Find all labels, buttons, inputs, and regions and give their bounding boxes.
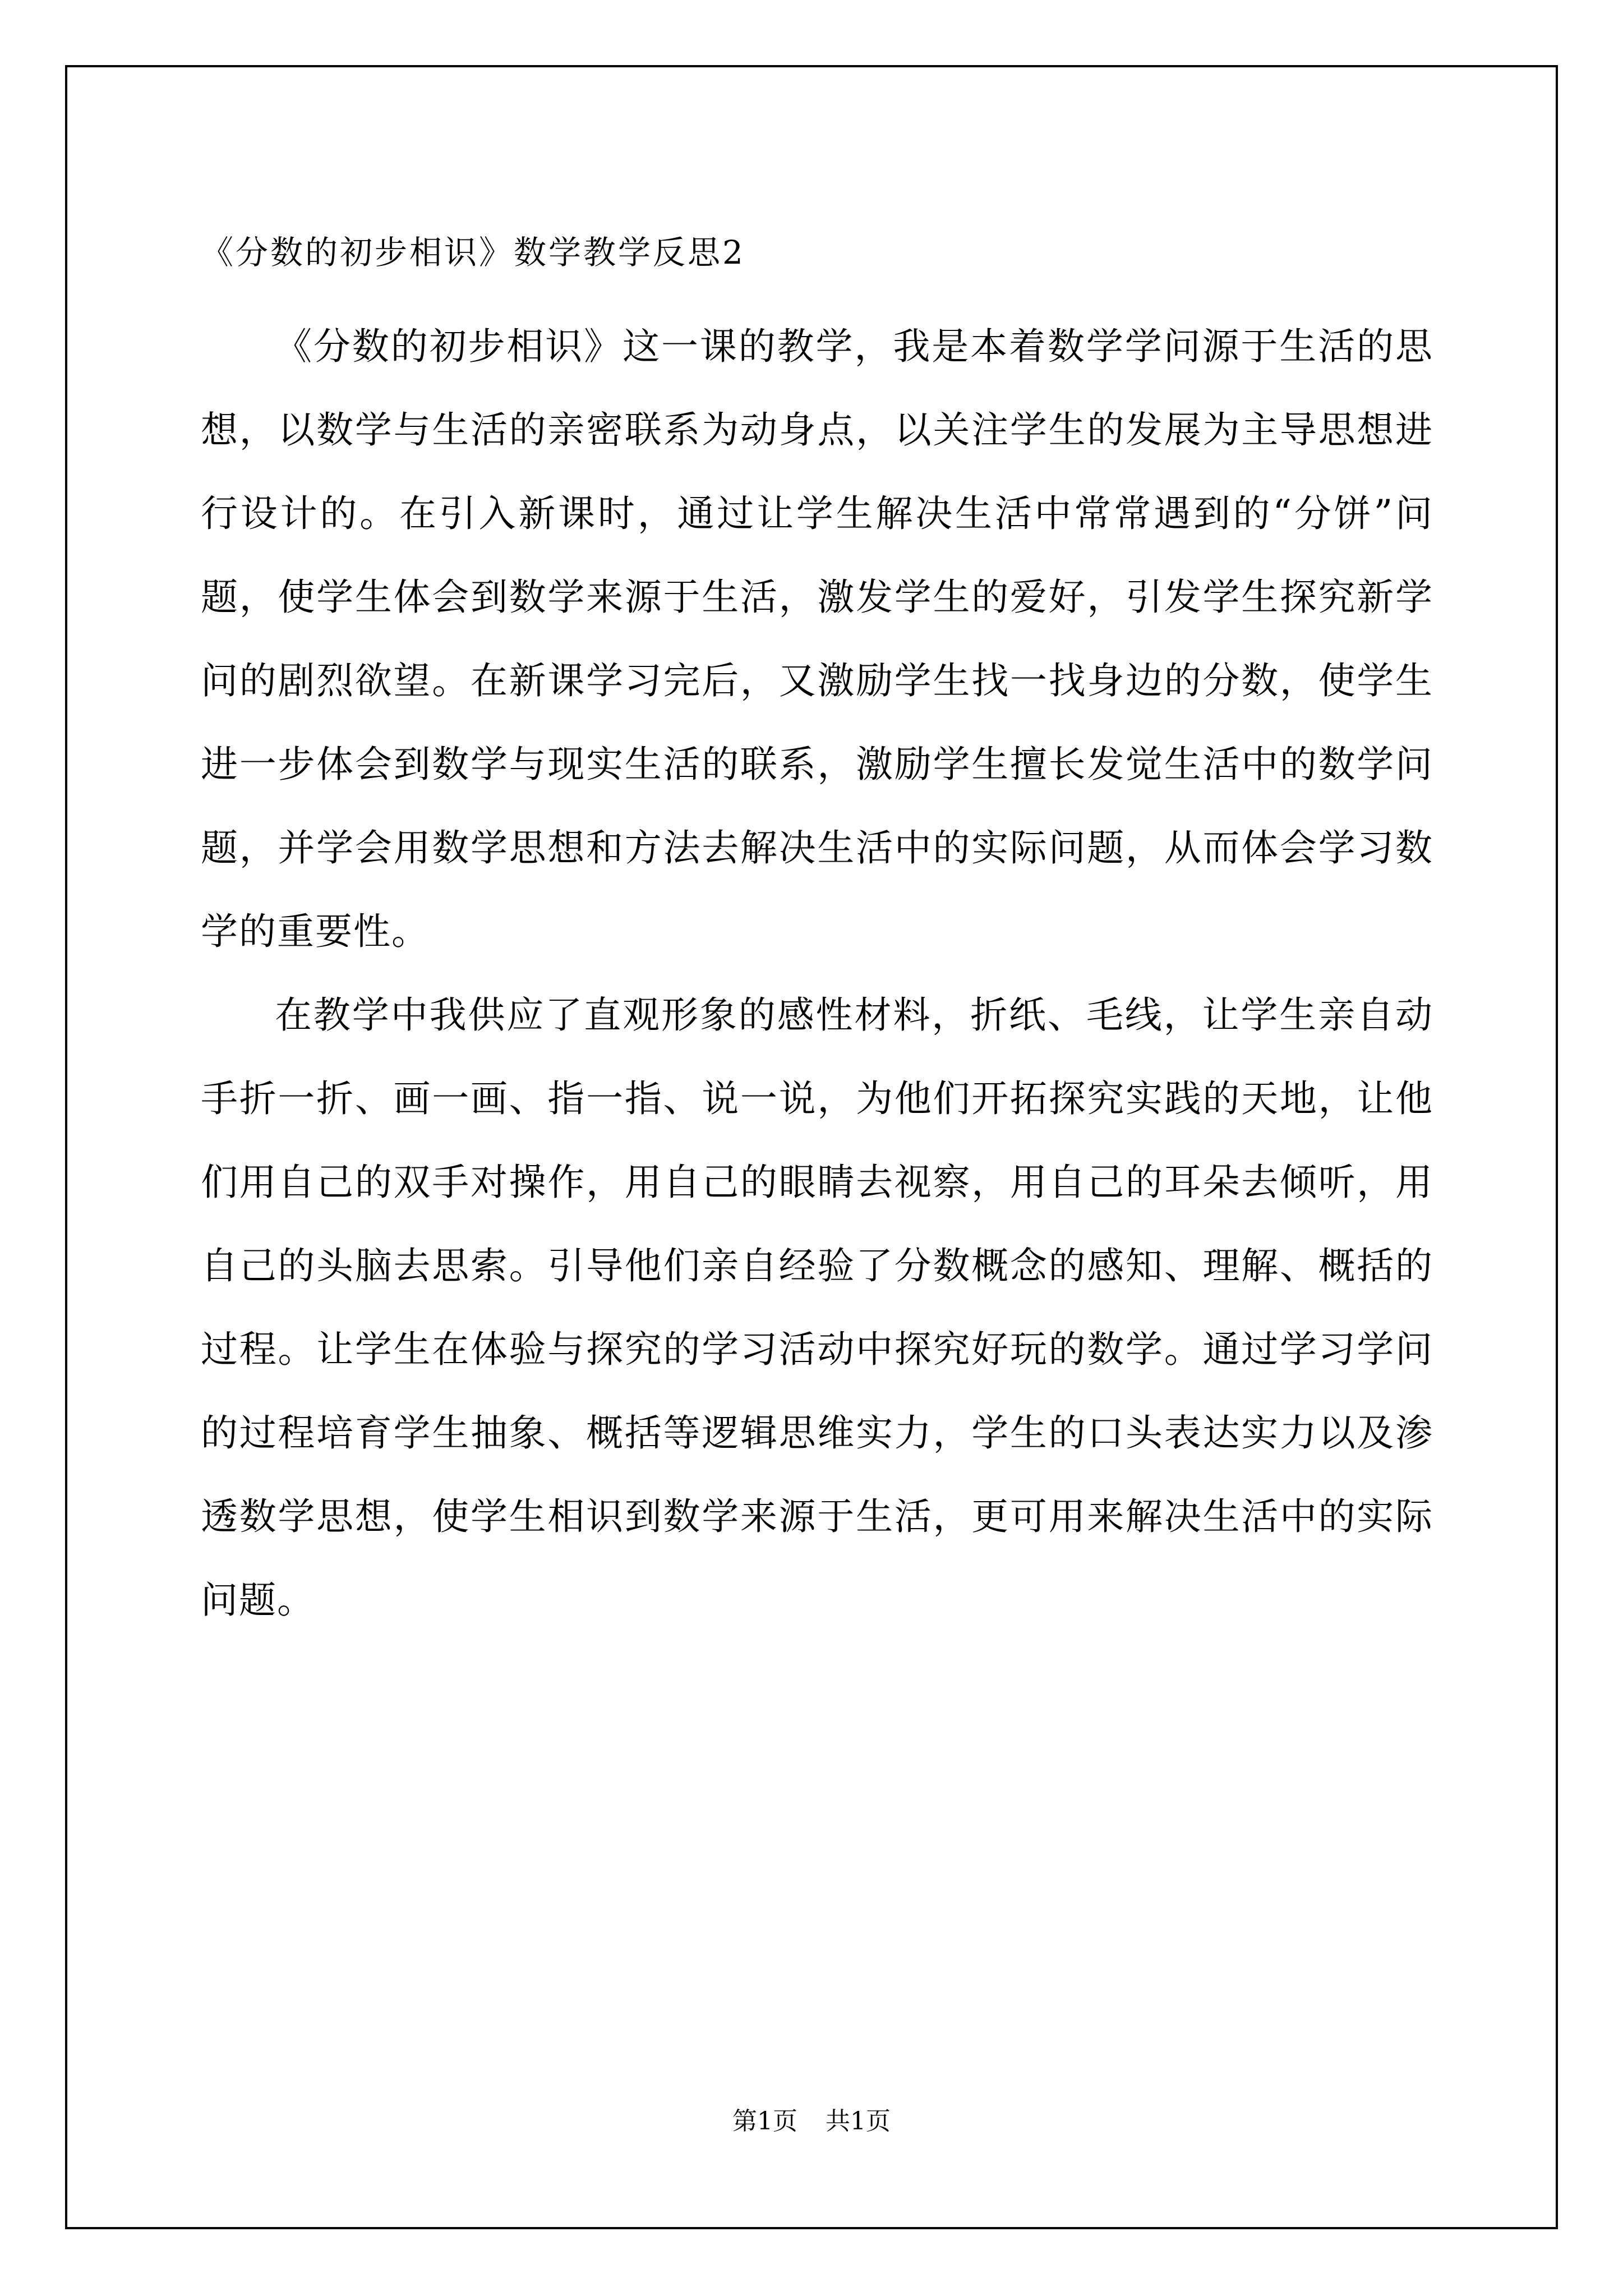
document-body bbox=[201, 223, 1433, 1642]
paragraph-2: 在教学中我供应了直观形象的感性材料，折纸、毛线，让学生亲自动手折一折、画一画、指一指、说一说，为他们开拓探究实践的天地，让他们用自己的双手对操作，用自己的眼睛去视察，用自己的耳朵去倾听，用自己的头脑去思索。引导他们亲自经验了分数概念的感知、理解、概括的过程。让学生在体验与探究的学习活动中探究好玩的数学。通过学习学问的过程培育学生抽象、概括等逻辑思维实力，学生的口头表达实力以及渗透数学思想，使学生相识到数学来源于生活，更可用来解决生活中的实际问题。 bbox=[201, 993, 1433, 1622]
page-number-total: 共1页 bbox=[826, 2107, 891, 2136]
page-number-current: 第1页 bbox=[732, 2107, 797, 2136]
page-footer bbox=[0, 2105, 1623, 2138]
document-title: 《分数的初步相识》数学教学反思2 bbox=[201, 233, 745, 272]
paragraph-1: 《分数的初步相识》这一课的教学，我是本着数学学问源于生活的思想，以数学与生活的亲密联系为动身点，以关注学生的发展为主导思想进行设计的。在引入新课时，通过让学生解决生活中常常遇到的“分饼”问题，使学生体会到数学来源于生活，激发学生的爱好，引发学生探究新学问的剧烈欲望。在新课学习完后，又激励学生找一找身边的分数，使学生进一步体会到数学与现实生活的联系，激励学生擅长发觉生活中的数学问题，并学会用数学思想和方法去解决生活中的实际问题，从而体会学习数学的重要性。 bbox=[201, 325, 1433, 953]
